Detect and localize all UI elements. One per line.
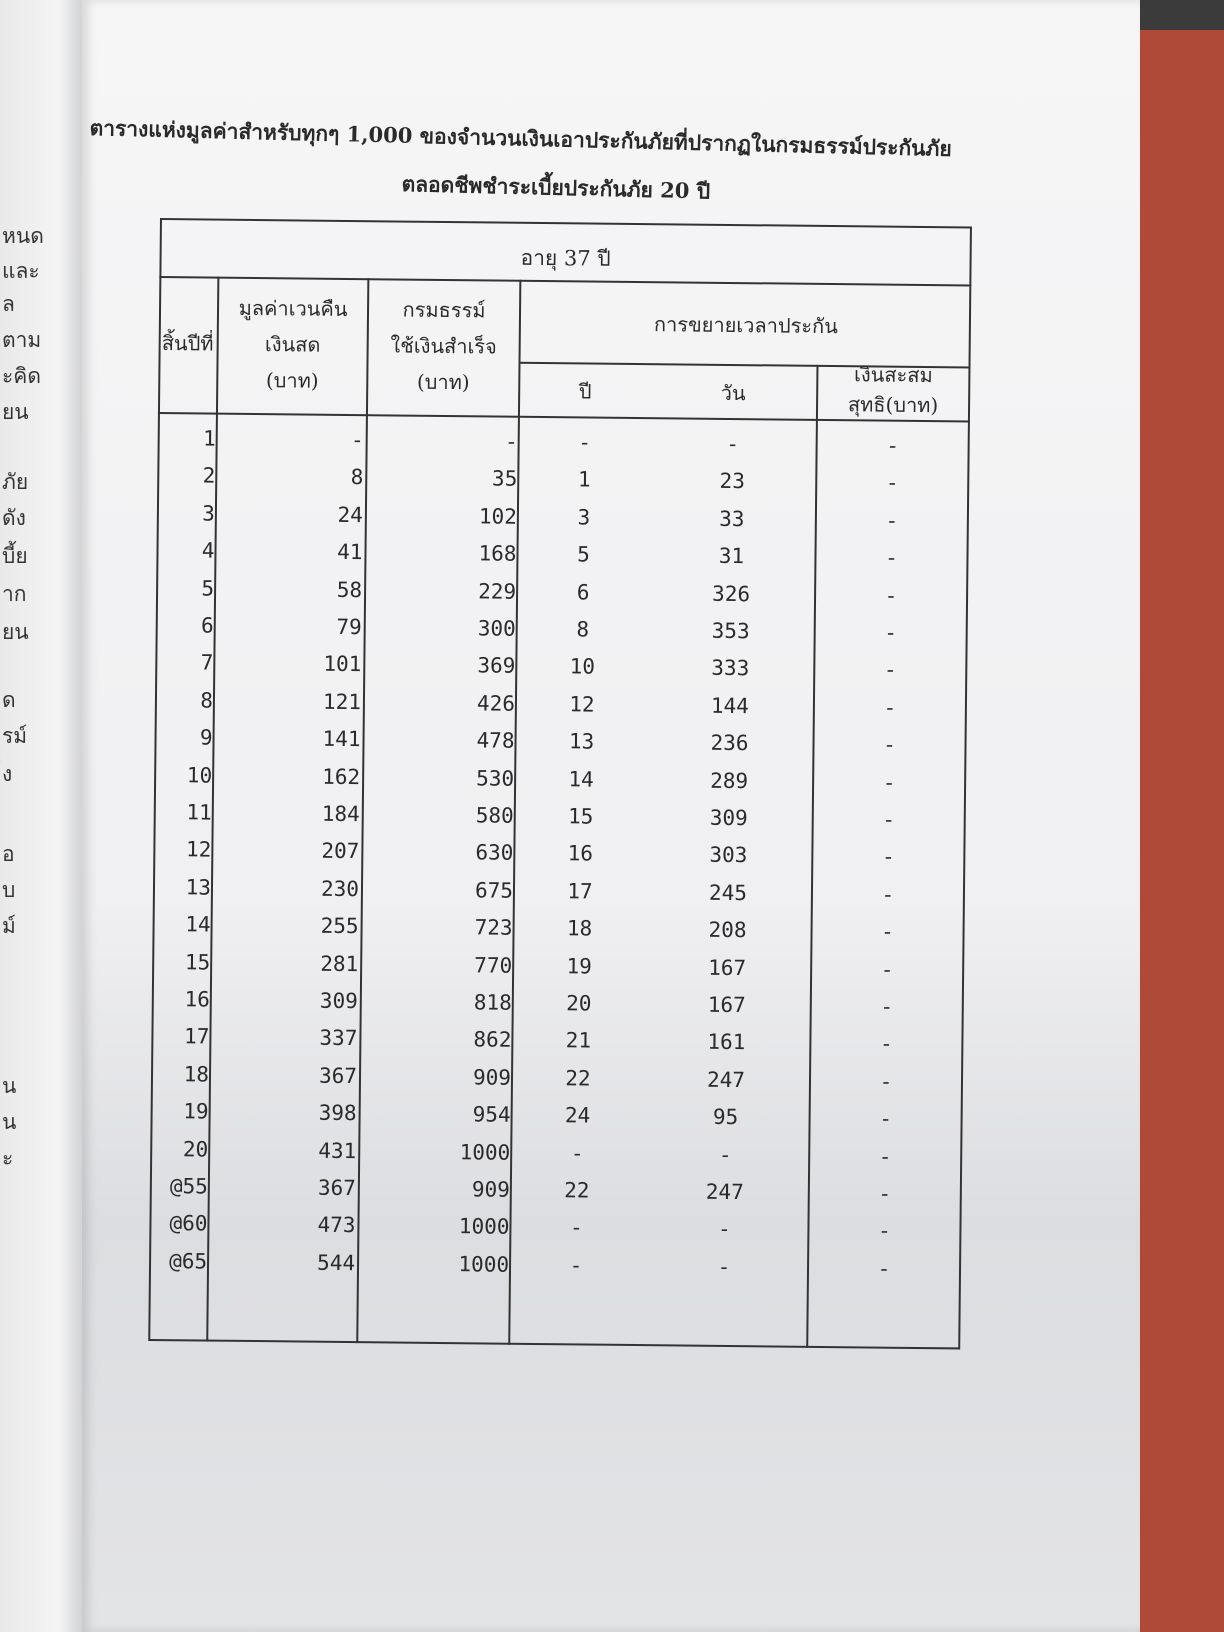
paid-up-cell: 300 <box>477 616 516 641</box>
paid-up-cell: 954 <box>472 1102 511 1127</box>
year-cell: @65 <box>169 1248 208 1274</box>
ext-year-cell: 12 <box>569 692 595 717</box>
header-ext-acc-2: สุทธิ(บาท) <box>847 392 939 418</box>
paid-up-cell: 580 <box>475 803 514 828</box>
year-cell: 10 <box>186 762 213 788</box>
cash-value-cell: 121 <box>322 689 362 714</box>
header-cash-value-3: (บาท) <box>265 368 319 393</box>
ext-year-cell: 22 <box>565 1066 591 1091</box>
cash-value-cell: 281 <box>320 951 359 976</box>
year-cell: 18 <box>183 1062 210 1087</box>
header-paid-up-2: ใช้เงินสำเร็จ <box>390 333 497 359</box>
header-ext-year: ปี <box>578 379 592 404</box>
paid-up-cell: 862 <box>473 1027 512 1053</box>
surrender-value-table <box>148 218 976 1351</box>
left-page-text-fragment: ่ง <box>2 762 13 786</box>
cash-value-cell: 58 <box>336 577 363 602</box>
cash-value-cell: 41 <box>337 540 363 565</box>
paid-up-cell: 1000 <box>459 1139 511 1165</box>
year-cell: 2 <box>202 463 216 488</box>
left-page-text-fragment: ล <box>2 292 15 316</box>
accumulated-cell: - <box>878 1144 892 1169</box>
left-page-text-fragment: ะ <box>2 1146 14 1170</box>
accumulated-cell: - <box>883 657 897 683</box>
year-cell: 11 <box>186 800 212 825</box>
left-page-text-fragment: น <box>2 1110 17 1134</box>
cash-value-cell: 367 <box>317 1175 356 1201</box>
ext-year-cell: - <box>569 1253 583 1278</box>
header-ext-acc-1: เงินสะสม <box>853 362 933 388</box>
cash-value-cell: 473 <box>317 1213 356 1238</box>
ext-year-cell: 17 <box>567 879 593 904</box>
ext-day-cell: 167 <box>707 992 746 1018</box>
accumulated-cell: - <box>884 583 898 608</box>
paid-up-cell: 369 <box>477 653 516 679</box>
cash-value-cell: 544 <box>317 1250 356 1275</box>
year-cell: 3 <box>202 501 216 526</box>
accumulated-cell: - <box>879 1106 893 1131</box>
ext-day-cell: 208 <box>708 917 747 943</box>
cash-value-cell: 24 <box>337 502 364 527</box>
ext-year-cell: - <box>569 1215 583 1240</box>
cash-value-cell: 8 <box>350 465 364 490</box>
paid-up-cell: 909 <box>472 1065 512 1090</box>
year-cell: 13 <box>185 875 212 900</box>
paid-up-cell: 770 <box>474 952 513 978</box>
accumulated-cell: - <box>880 994 894 1019</box>
ext-day-cell: 326 <box>712 581 751 606</box>
ext-day-cell: 95 <box>712 1105 739 1130</box>
left-page-text-fragment: ม์ <box>2 914 16 938</box>
left-page-text-fragment: บ <box>2 878 16 902</box>
paid-up-cell: 35 <box>491 466 518 492</box>
cash-value-cell: 230 <box>320 876 360 901</box>
ext-year-cell: 21 <box>565 1028 592 1053</box>
accumulated-cell: - <box>882 807 896 832</box>
cash-value-cell: 255 <box>320 913 359 939</box>
year-cell: 17 <box>184 1024 210 1049</box>
cash-value-cell: 141 <box>322 726 361 752</box>
ext-day-cell: 303 <box>709 843 748 868</box>
paid-up-cell: - <box>504 429 518 454</box>
ext-day-cell: 31 <box>718 544 745 569</box>
ext-day-cell: 247 <box>705 1179 744 1205</box>
ext-year-cell: 10 <box>569 654 596 679</box>
year-cell: 1 <box>202 426 216 451</box>
header-cash-value-1: มูลค่าเวนคืน <box>238 295 348 321</box>
year-cell: 19 <box>183 1099 209 1124</box>
ext-year-cell: 22 <box>564 1178 590 1203</box>
left-page-text-fragment: ภัย <box>2 470 29 494</box>
year-cell: 6 <box>200 613 214 638</box>
paid-up-cell: 818 <box>473 990 512 1015</box>
accumulated-cell: - <box>882 770 896 795</box>
accumulated-cell: - <box>883 695 897 720</box>
accumulated-cell: - <box>886 433 900 458</box>
ext-year-cell: 24 <box>564 1103 591 1128</box>
ext-day-cell: - <box>717 1217 731 1242</box>
year-cell: 4 <box>201 538 215 563</box>
header-extension: การขยายเวลาประกัน <box>653 312 838 339</box>
paid-up-cell: 478 <box>476 728 515 753</box>
ext-day-cell: 333 <box>711 656 750 681</box>
cash-value-cell: 184 <box>321 801 360 827</box>
ext-day-cell: 144 <box>710 693 750 718</box>
ext-year-cell: 19 <box>566 953 592 979</box>
left-page-text-fragment: ดัง <box>2 506 26 530</box>
left-page-text-fragment: และ <box>2 259 40 283</box>
ext-year-cell: - <box>570 1140 584 1166</box>
paid-up-cell: 229 <box>478 578 517 604</box>
cash-value-cell: 101 <box>323 652 362 677</box>
left-page-text-fragment: อ <box>2 842 15 866</box>
cash-value-cell: - <box>350 428 364 453</box>
accumulated-cell: - <box>881 882 895 907</box>
accumulated-cell: - <box>881 844 895 870</box>
year-cell: 16 <box>184 987 210 1012</box>
ext-day-cell: 23 <box>719 469 746 494</box>
table-title-line-1: ตารางแห่งมูลค่าสำหรับทุกๆ 1,000 ของจำนวนเงินเอาประกันภัยที่ปรากฏในกรมธรรม์ประกันภัย <box>89 114 953 162</box>
year-cell: 9 <box>199 725 213 750</box>
cash-value-cell: 431 <box>318 1138 357 1163</box>
header-ext-day: วัน <box>720 380 746 406</box>
left-page-text-fragment: หนด <box>2 224 44 248</box>
ext-day-cell: 167 <box>708 955 747 980</box>
paid-up-cell: 675 <box>474 878 514 903</box>
ext-year-cell: 18 <box>566 916 593 941</box>
ext-year-cell: 6 <box>576 579 590 605</box>
cash-value-cell: 207 <box>321 839 360 864</box>
ext-day-cell: 245 <box>708 880 748 905</box>
ext-year-cell: 13 <box>568 729 595 754</box>
accumulated-cell: - <box>880 957 894 982</box>
accumulated-cell: - <box>885 471 899 496</box>
paid-up-cell: 530 <box>476 765 515 791</box>
ext-year-cell: 1 <box>577 467 591 492</box>
year-cell: 20 <box>182 1136 209 1162</box>
year-cell: 12 <box>185 837 212 862</box>
left-page-edge <box>0 0 84 1632</box>
ext-year-cell: 3 <box>577 505 591 530</box>
year-cell: 14 <box>185 912 211 937</box>
accumulated-cell: - <box>883 732 896 757</box>
paid-up-cell: 426 <box>476 691 516 716</box>
ext-day-cell: 247 <box>706 1067 746 1092</box>
cash-value-cell: 79 <box>336 614 362 640</box>
cash-value-cell: 309 <box>319 988 358 1014</box>
accumulated-cell: - <box>885 545 898 570</box>
ext-day-cell: 236 <box>710 730 749 756</box>
ext-year-cell: 14 <box>568 766 594 792</box>
ext-day-cell: 353 <box>711 618 750 644</box>
ext-year-cell: 5 <box>577 542 590 567</box>
header-paid-up-3: (บาท) <box>416 369 470 395</box>
ext-day-cell: - <box>726 431 740 457</box>
age-label: อายุ 37 ปี <box>520 245 611 271</box>
year-cell: 5 <box>201 576 215 601</box>
left-page-text-fragment: ะคิด <box>2 364 41 388</box>
year-cell: 7 <box>200 650 214 675</box>
ext-year-cell: 20 <box>566 991 592 1016</box>
ext-day-cell: 161 <box>707 1030 746 1055</box>
accumulated-cell: - <box>877 1256 891 1281</box>
accumulated-cell: - <box>879 1069 893 1094</box>
year-cell: 8 <box>200 688 214 713</box>
year-cell: @60 <box>169 1211 208 1236</box>
left-page-text-fragment: ตาม <box>2 328 42 352</box>
paid-up-cell: 723 <box>474 915 513 940</box>
ext-day-cell: - <box>717 1254 731 1279</box>
left-page-text-fragment: น <box>2 1074 17 1098</box>
header-end-year: สิ้นปีที่ <box>161 331 214 356</box>
ext-day-cell: 309 <box>709 805 748 831</box>
paid-up-cell: 1000 <box>458 1251 510 1277</box>
paid-up-cell: 168 <box>478 541 517 566</box>
ext-year-cell: 15 <box>567 804 594 829</box>
accumulated-cell: - <box>885 508 899 533</box>
ext-day-cell: - <box>718 1142 732 1167</box>
paid-up-cell: 909 <box>471 1177 510 1202</box>
header-cash-value-2: เงินสด <box>264 332 321 357</box>
left-page-text-fragment: ิด <box>2 688 16 712</box>
cash-value-cell: 367 <box>318 1063 358 1088</box>
header-paid-up-1: กรมธรรม์ <box>402 297 486 323</box>
paid-up-cell: 1000 <box>458 1214 510 1240</box>
ext-year-cell: 16 <box>567 841 594 866</box>
accumulated-cell: - <box>878 1181 892 1206</box>
ext-year-cell: - <box>578 430 592 455</box>
accumulated-cell: - <box>884 620 898 645</box>
cash-value-cell: 162 <box>322 764 361 789</box>
ext-day-cell: 289 <box>710 768 749 793</box>
left-page-text-fragment: ยน <box>2 620 29 644</box>
ext-year-cell: 8 <box>576 617 590 642</box>
ext-day-cell: 33 <box>719 506 745 531</box>
paid-up-cell: 102 <box>478 504 518 529</box>
accumulated-cell: - <box>879 1031 893 1057</box>
year-cell: 15 <box>184 949 211 975</box>
left-page-text-fragment: บี้ย <box>2 544 28 568</box>
cash-value-cell: 337 <box>319 1026 358 1051</box>
accumulated-cell: - <box>877 1218 891 1244</box>
paid-up-cell: 630 <box>475 840 514 866</box>
left-page-text-fragment: รม์ <box>2 724 28 748</box>
accumulated-cell: - <box>881 919 895 944</box>
table-title-line-2: ตลอดชีพชำระเบี้ยประกันภัย 20 ปี <box>401 170 711 204</box>
cash-value-cell: 398 <box>318 1100 357 1126</box>
left-page-text-fragment: าก <box>2 582 27 606</box>
year-cell: @55 <box>169 1174 208 1199</box>
left-page-text-fragment: ยน <box>2 400 29 424</box>
